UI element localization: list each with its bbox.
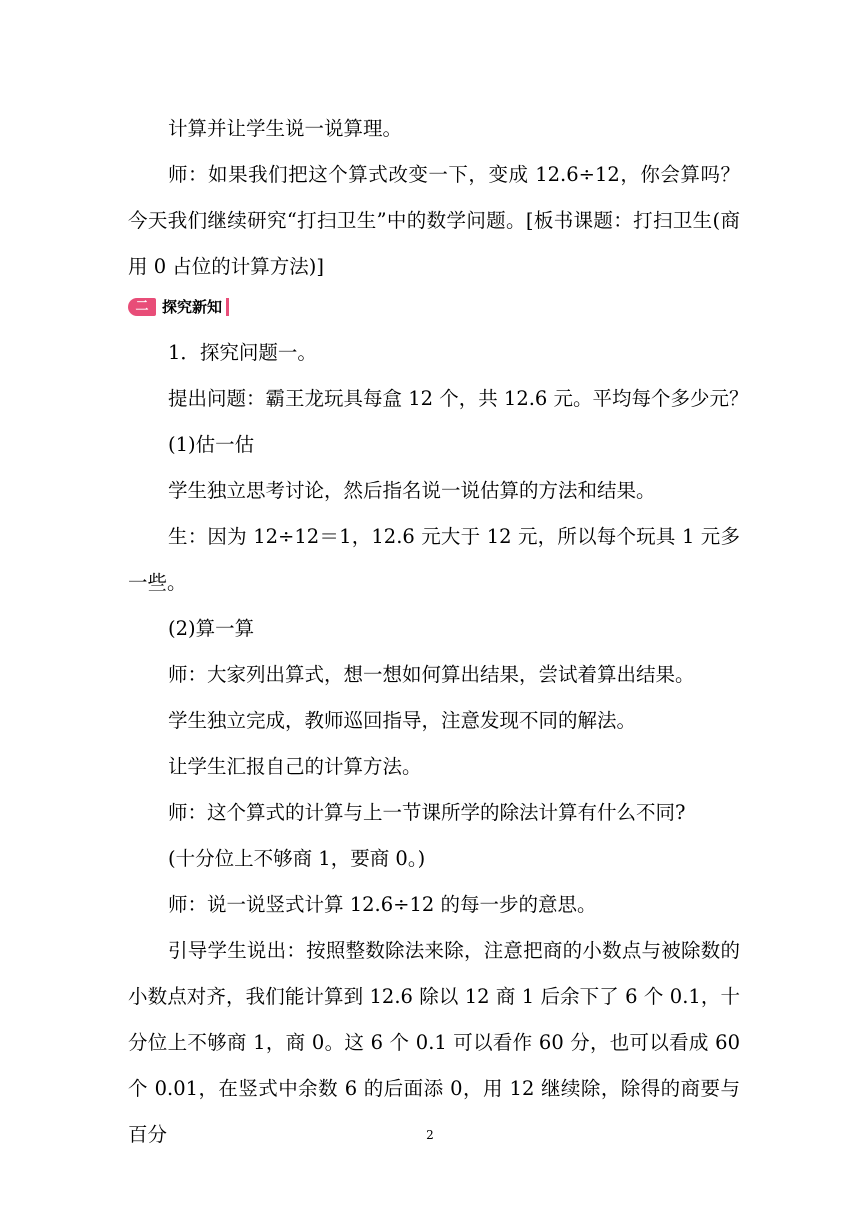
paragraph-estimate-heading: (1)估一估 [168,433,255,456]
paragraph-raise-question: 提出问题：霸王龙玩具每盒 12 个，共 12.6 元。平均每个多少元？ [168,387,749,410]
paragraph-report-method: 让学生汇报自己的计算方法。 [168,755,422,778]
paragraph-guide-students: 引导学生说出：按照整数除法来除，注意把商的小数点与被除数的小数点对齐，我们能计算到 12.6 除以 12 商 1 后余下了 6 个 0.1，十分位上不够商 1，商 0。这 6 个 0.1 可以看作 60 分，也可以看成 60 个 0.01，在竖式中余数 6 的后面添 0，用 12 继续除，除得的商要与百分 [128,939,740,1146]
page-number: 2 [426,1128,434,1142]
section-accent-bar [226,298,229,316]
paragraph-teacher-compare: 师：这个算式的计算与上一节课所学的除法计算有什么不同? [168,801,686,824]
paragraph-student-answer: 生：因为 12÷12＝1，12.6 元大于 12 元，所以每个玩具 1 元多一些。 [128,525,740,594]
paragraph-independent-work: 学生独立完成，教师巡回指导，注意发现不同的解法。 [168,709,637,732]
paragraph-calculate-heading: (2)算一算 [168,617,255,640]
paragraph-tenths-note: (十分位上不够商 1，要商 0。) [168,847,426,870]
paragraph-intro: 计算并让学生说一说算理。 [168,117,403,140]
paragraph-teacher-instruction: 师：大家列出算式，想一想如何算出结果，尝试着算出结果。 [168,663,695,686]
paragraph-explain-steps: 师：说一说竖式计算 12.6÷12 的每一步的意思。 [168,893,597,916]
paragraph-teacher-question: 师：如果我们把这个算式改变一下，变成 12.6÷12，你会算吗？今天我们继续研究“打扫卫生”中的数学问题。[板书课题：打扫卫生(商用 0 占位的计算方法)] [128,163,740,278]
section-heading [128,296,229,318]
section-title: 探究新知 [162,298,223,316]
paragraph-estimate-discussion: 学生独立思考讨论，然后指名说一说估算的方法和结果。 [168,479,656,502]
paragraph-problem-one: 1．探究问题一。 [168,341,317,364]
section-number-badge: 二 [128,298,156,316]
